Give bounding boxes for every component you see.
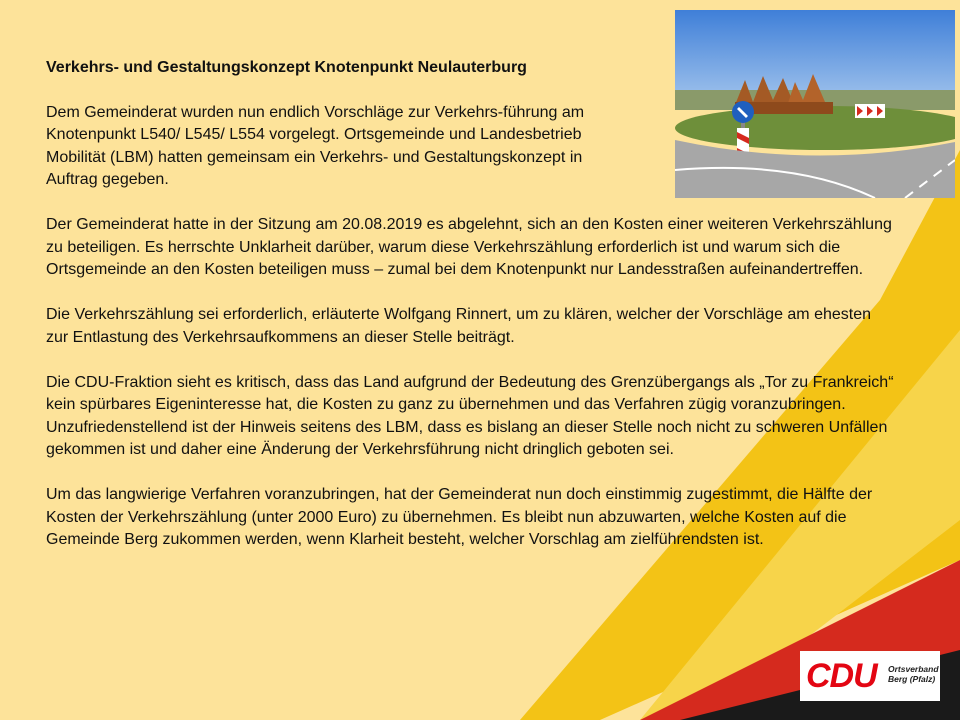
logo-subtitle [888,664,939,684]
paragraph-intro: Dem Gemeinderat wurden nun endlich Vorschläge zur Verkehrs-führung am Knotenpunkt L540/ L545/ L554 vorgelegt. Ortsgemeinde und Landesbetrieb Mobilität (LBM) hatten gemeinsam ein Verkehrs- und Gestaltungskonzept in Auftrag gegeben. [46,103,585,188]
paragraph-traffic-count: Die Verkehrszählung sei erforderlich, erläuterte Wolfgang Rinnert, um zu klären, welcher der Vorschläge am ehesten zur Entlastung des Verkehrsaufkommens an dieser Stelle beiträgt. [46,306,872,346]
logo-brand: CDU [806,657,877,695]
paragraph-cdu-position: Die CDU-Fraktion sieht es kritisch, dass das Land aufgrund der Bedeutung des Grenzübergangs als „Tor zu Frankreich“ kein spürbares Eigeninteresse hat, die Kosten zu ganz zu übernehmen und das Verfahren zügig voranzubringen. Unzufriedenstellend ist der Hinweis seitens des LBM, dass es bislang an dieser Stelle noch nicht zu schweren Unfällen gekommen ist und daher eine Änderung der Verkehrsführung nicht dringlich geboten sei. [46,373,894,458]
article-body [46,57,896,574]
paragraph-council-decision: Der Gemeinderat hatte in der Sitzung am 20.08.2019 es abgelehnt, sich an den Kosten einer weiteren Verkehrszählung zu beteiligen. Es herrschte Unklarheit darüber, warum diese Verkehrszählung erforderlich ist und warum sich die Ortsgemeinde an den Kosten beteiligen muss – zumal bei dem Knotenpunkt nur Landesstraßen aufeinandertreffen. [46,216,892,278]
logo-line-2: Berg (Pfalz) [888,674,936,684]
logo-line-1: Ortsverband [888,664,939,674]
article-title: Verkehrs- und Gestaltungskonzept Knotenpunkt Neulauterburg [46,59,527,76]
cdu-logo [800,651,940,701]
paragraph-outcome: Um das langwierige Verfahren voranzubringen, hat der Gemeinderat nun doch einstimmig zugestimmt, die Hälfte der Kosten der Verkehrszählung (unter 2000 Euro) zu übernehmen. Es bleibt nun abzuwarten, welche Kosten auf die Gemeinde Berg zukommen werden, wenn Klarheit besteht, welcher Vorschlag am zielführendsten ist. [46,486,873,548]
